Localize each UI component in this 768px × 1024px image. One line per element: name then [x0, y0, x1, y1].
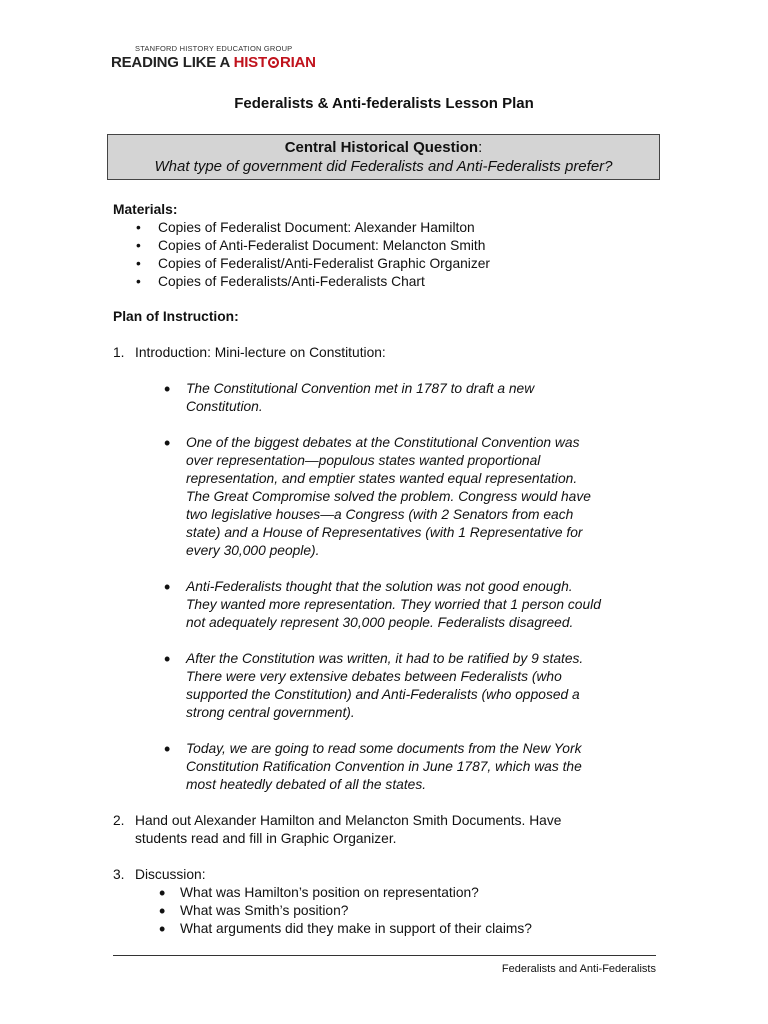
- list-item: • Copies of Federalist/Anti-Federalist Graphic Organizer: [113, 255, 673, 273]
- footer-divider: [113, 955, 656, 956]
- list-item: • Copies of Anti-Federalist Document: Melancton Smith: [113, 237, 673, 255]
- discussion-questions: [113, 884, 673, 938]
- list-item: • What was Smith’s position?: [113, 902, 673, 920]
- page-title: Federalists & Anti-federalists Lesson Plan: [234, 95, 534, 112]
- list-item: • What was Hamilton’s position on representation?: [113, 884, 673, 902]
- list-item: • The Constitutional Convention met in 1787 to draft a new Constitution.: [113, 380, 603, 416]
- list-item: • Copies of Federalist Document: Alexander Hamilton: [113, 219, 673, 237]
- list-item: • Anti-Federalists thought that the solution was not good enough. They wanted more representation. They worried that 1 person could not adequately represent 30,000 people. Federalists disagreed.: [113, 578, 603, 632]
- list-item: • Today, we are going to read some documents from the New York Constitution Ratification Convention in June 1787, which was the most heatedly debated of all the states.: [113, 740, 603, 794]
- logo-title: [111, 54, 316, 71]
- logo-hist-b: RIAN: [279, 54, 316, 71]
- list-item: • Copies of Federalists/Anti-Federalists Chart: [113, 273, 673, 291]
- central-question-box: [107, 134, 660, 180]
- lesson-body: [113, 201, 673, 938]
- list-item: • What arguments did they make in support of their claims?: [113, 920, 673, 938]
- lecture-notes: [113, 380, 603, 794]
- logo: [111, 44, 316, 71]
- step-1: [113, 344, 673, 362]
- central-question-label-text: Central Historical Question: [284, 139, 479, 156]
- materials-list: [113, 219, 673, 291]
- step-number: 2.: [113, 813, 125, 828]
- compass-icon: [268, 57, 279, 68]
- step-number: 3.: [113, 867, 125, 882]
- logo-hist-a: HIST: [233, 54, 267, 71]
- list-item: • One of the biggest debates at the Constitutional Convention was over representation—populous states wanted proportional representation, and emptier states wanted equal representation. The Great Compromise solved the problem. Congress would have two legislative houses—a Congress (with 2 Senators from each state) and a House of Representatives (with 1 Representative for every 30,000 people).: [113, 434, 603, 560]
- step-2: [113, 812, 615, 848]
- plan-heading: Plan of Instruction:: [113, 309, 239, 324]
- step-3: [113, 866, 673, 884]
- logo-prefix: READING LIKE A: [111, 54, 234, 71]
- footer-text: Federalists and Anti-Federalists: [501, 963, 656, 975]
- step-text: Hand out Alexander Hamilton and Melancton Smith Documents. Have students read and fill in Graphic Organizer.: [135, 813, 562, 846]
- step-text: Discussion:: [135, 867, 206, 882]
- central-question-text: What type of government did Federalists and Anti-Federalists prefer?: [154, 158, 613, 175]
- central-question-label: [108, 138, 659, 157]
- logo-org: STANFORD HISTORY EDUCATION GROUP: [135, 44, 293, 53]
- step-number: 1.: [113, 345, 125, 360]
- central-question-colon: :: [478, 139, 483, 156]
- step-text: Introduction: Mini-lecture on Constitution:: [135, 345, 386, 360]
- list-item: • After the Constitution was written, it had to be ratified by 9 states. There were very extensive debates between Federalists (who supported the Constitution) and Anti-Federalists (who opposed a strong central government).: [113, 650, 603, 722]
- materials-heading: Materials:: [113, 202, 178, 217]
